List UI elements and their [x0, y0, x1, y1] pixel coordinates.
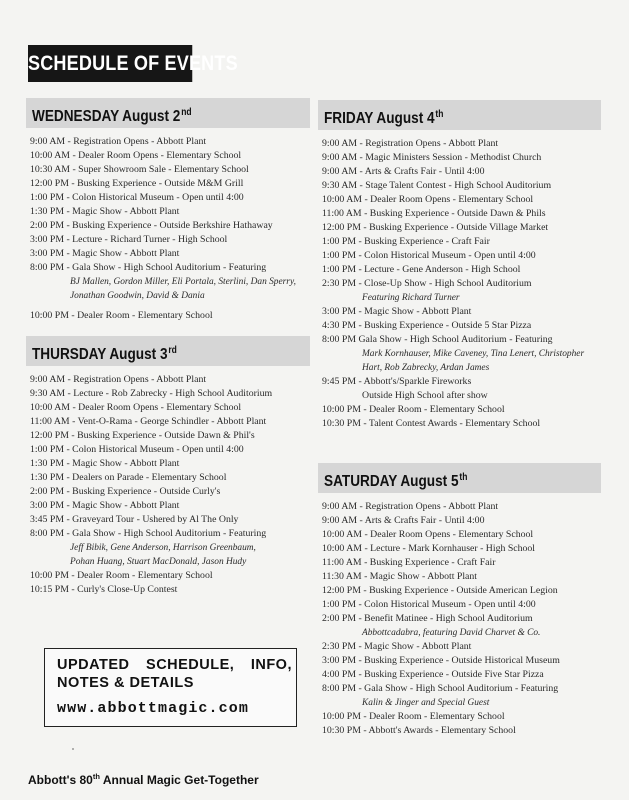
day-header-wednesday: WEDNESDAY August 2nd [26, 98, 310, 128]
event-item: 3:00 PM - Busking Experience - Outside Historical Museum [322, 655, 560, 666]
event-item: 1:30 PM - Magic Show - Abbott Plant [30, 206, 180, 217]
event-list [318, 130, 601, 431]
event-item: 9:00 AM - Registration Opens - Abbott Plant [30, 136, 207, 147]
event-item: 2:30 PM - Magic Show - Abbott Plant [322, 641, 472, 652]
event-featuring-line: Pohan Huang, Stuart MacDonald, Jason Hudy [70, 557, 247, 567]
event-item: 1:00 PM - Busking Experience - Craft Fair [322, 236, 490, 247]
event-item: 9:30 AM - Stage Talent Contest - High School Auditorium [322, 180, 552, 191]
event-featuring-line: Jeff Bibik, Gene Anderson, Harrison Greenbaum, [70, 543, 256, 553]
event-item: 1:00 PM - Colon Historical Museum - Open until 4:00 [30, 192, 244, 203]
event-item: 10:15 PM - Curly's Close-Up Contest [30, 584, 178, 595]
event-item: 10:00 PM - Dealer Room - Elementary School [322, 711, 505, 722]
event-featuring-line: Hart, Rob Zabrecky, Ardan James [362, 363, 490, 373]
event-item: 10:00 AM - Dealer Room Opens - Elementary School [322, 529, 534, 540]
event-item: 10:00 AM - Lecture - Mark Kornhauser - High School [322, 543, 536, 554]
event-item: 9:00 AM - Registration Opens - Abbott Plant [322, 501, 499, 512]
day-header-thursday: THURSDAY August 3rd [26, 336, 310, 366]
event-item: 8:00 PM - Gala Show - High School Auditorium - Featuring [30, 262, 267, 273]
event-item: 1:30 PM - Magic Show - Abbott Plant [30, 458, 180, 469]
event-featuring-line: Jonathan Goodwin, David & Dania [70, 291, 205, 301]
event-item: 3:45 PM - Graveyard Tour - Ushered by Al The Only [30, 514, 239, 525]
event-item: 4:00 PM - Busking Experience - Outside Five Star Pizza [322, 669, 544, 680]
event-item: 12:00 PM - Busking Experience - Outside M&M Grill [30, 178, 244, 189]
event-detail-line: Outside High School after show [362, 390, 488, 401]
event-item: 10:00 PM - Dealer Room - Elementary School [30, 570, 213, 581]
event-item: 2:00 PM - Busking Experience - Outside Curly's [30, 486, 221, 497]
event-item: 10:00 AM - Dealer Room Opens - Elementary School [322, 194, 534, 205]
day-section-thursday [26, 336, 310, 597]
event-featuring-line: Kalin & Jinger and Special Guest [362, 698, 490, 708]
event-item: 9:45 PM - Abbott's/Sparkle Fireworks [322, 376, 472, 387]
event-item: 11:30 AM - Magic Show - Abbott Plant [322, 571, 478, 582]
event-item: 12:00 PM - Busking Experience - Outside Village Market [322, 222, 549, 233]
event-item: 8:00 PM - Gala Show - High School Auditorium - Featuring [322, 683, 559, 694]
event-item: 8:00 PM - Gala Show - High School Auditorium - Featuring [30, 528, 267, 539]
day-header-friday: FRIDAY August 4th [318, 100, 601, 130]
scan-speck [72, 748, 74, 750]
page-footer: Abbott's 80th Annual Magic Get-Together [28, 772, 259, 787]
event-item: 9:30 AM - Lecture - Rob Zabrecky - High School Auditorium [30, 388, 273, 399]
event-item: 11:00 AM - Busking Experience - Outside Dawn & Phils [322, 208, 546, 219]
event-item: 3:00 PM - Magic Show - Abbott Plant [30, 248, 180, 259]
event-item: 10:00 AM - Dealer Room Opens - Elementary School [30, 402, 242, 413]
event-item: 3:00 PM - Magic Show - Abbott Plant [30, 500, 180, 511]
event-item: 9:00 AM - Registration Opens - Abbott Plant [322, 138, 499, 149]
event-item: 11:00 AM - Busking Experience - Craft Fair [322, 557, 496, 568]
event-item: 2:30 PM - Close-Up Show - High School Auditorium [322, 278, 532, 289]
event-item: 3:00 PM - Lecture - Richard Turner - High School [30, 234, 228, 245]
event-item: 1:30 PM - Dealers on Parade - Elementary School [30, 472, 227, 483]
event-item: 12:00 PM - Busking Experience - Outside American Legion [322, 585, 558, 596]
event-list [26, 128, 310, 323]
event-list [26, 366, 310, 597]
event-item: 1:00 PM - Colon Historical Museum - Open until 4:00 [322, 250, 536, 261]
event-item: 9:00 AM - Registration Opens - Abbott Plant [30, 374, 207, 385]
event-item: 4:30 PM - Busking Experience - Outside 5 Star Pizza [322, 320, 532, 331]
info-box-title: UPDATED SCHEDULE, INFO, NOTES & DETAILS [57, 657, 292, 691]
event-item: 8:00 PM Gala Show - High School Auditorium - Featuring [322, 334, 553, 345]
event-item: 1:00 PM - Lecture - Gene Anderson - High School [322, 264, 521, 275]
website-link[interactable]: www.abbottmagic.com [57, 700, 249, 717]
event-item: 2:00 PM - Benefit Matinee - High School Auditorium [322, 613, 533, 624]
event-item: 10:00 PM - Dealer Room - Elementary School [322, 404, 505, 415]
event-item: 9:00 AM - Arts & Crafts Fair - Until 4:00 [322, 166, 485, 177]
event-featuring-line: BJ Mallen, Gordon Miller, Eli Portala, Sterlini, Dan Sperry, [70, 277, 296, 287]
event-item: 9:00 AM - Magic Ministers Session - Methodist Church [322, 152, 542, 163]
event-item: 1:00 PM - Colon Historical Museum - Open until 4:00 [30, 444, 244, 455]
event-featuring-line: Abbottcadabra, featuring David Charvet & Co. [362, 628, 541, 638]
event-item: 11:00 AM - Vent-O-Rama - George Schindler - Abbott Plant [30, 416, 267, 427]
event-featuring-line: Featuring Richard Turner [362, 293, 460, 303]
event-item: 12:00 PM - Busking Experience - Outside Dawn & Phil's [30, 430, 255, 441]
day-header-saturday: SATURDAY August 5th [318, 463, 601, 493]
event-list [318, 493, 601, 738]
event-featuring-line: Mark Kornhauser, Mike Caveney, Tina Lenert, Christopher [362, 349, 585, 359]
page-banner: SCHEDULE OF EVENTS [28, 45, 192, 82]
event-item: 2:00 PM - Busking Experience - Outside Berkshire Hathaway [30, 220, 273, 231]
event-item: 10:30 PM - Talent Contest Awards - Elementary School [322, 418, 541, 429]
day-section-wednesday [26, 98, 310, 323]
event-item: 10:30 PM - Abbott's Awards - Elementary School [322, 725, 516, 736]
event-item: 10:30 AM - Super Showroom Sale - Elementary School [30, 164, 249, 175]
day-section-friday [318, 100, 601, 431]
event-item: 1:00 PM - Colon Historical Museum - Open until 4:00 [322, 599, 536, 610]
event-item: 9:00 AM - Arts & Crafts Fair - Until 4:00 [322, 515, 485, 526]
updated-info-box [44, 648, 297, 727]
day-section-saturday [318, 463, 601, 738]
event-item: 3:00 PM - Magic Show - Abbott Plant [322, 306, 472, 317]
event-item: 10:00 PM - Dealer Room - Elementary School [30, 310, 213, 321]
event-item: 10:00 AM - Dealer Room Opens - Elementary School [30, 150, 242, 161]
